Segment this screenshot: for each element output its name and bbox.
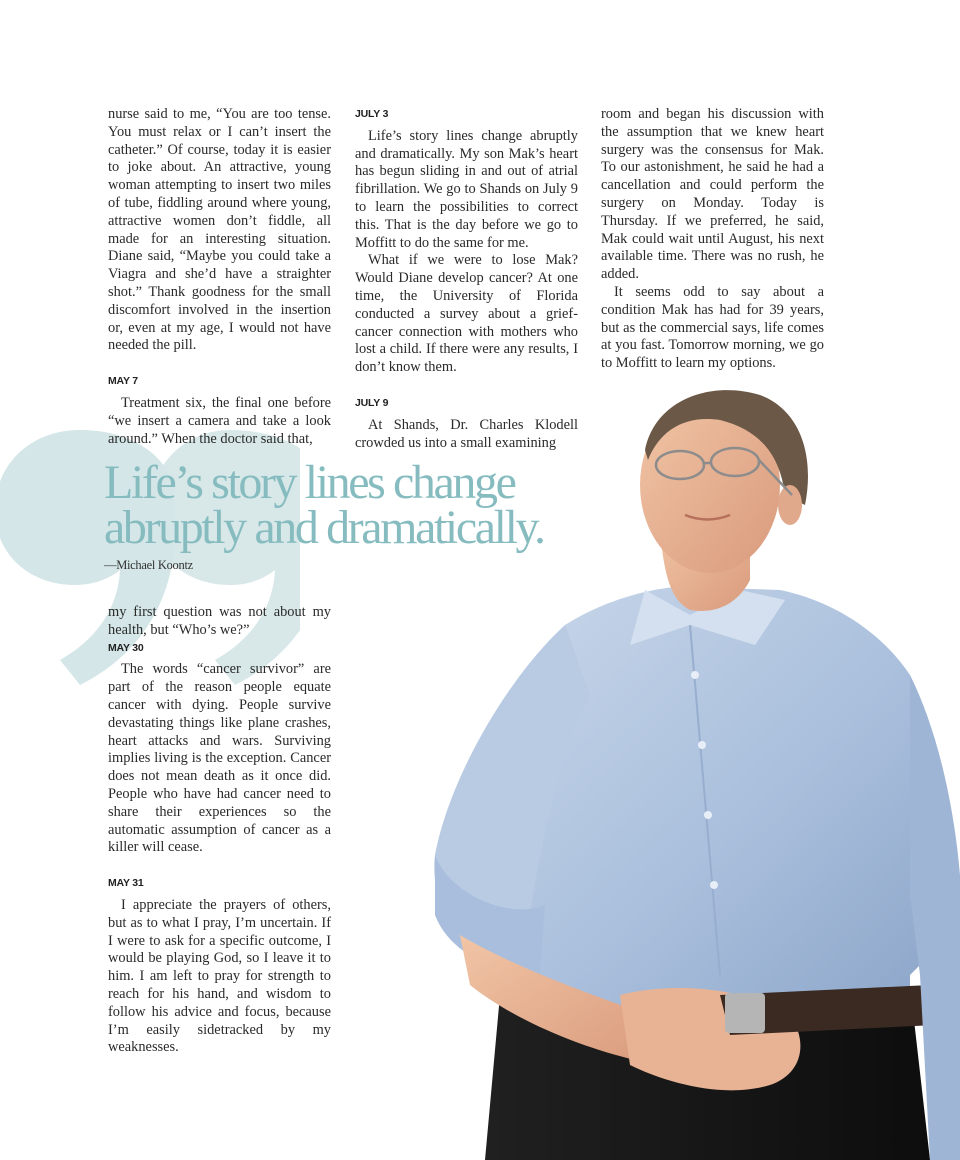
entry-date: JULY 3 (355, 108, 389, 120)
body-paragraph: nurse said to me, “You are too tense. You must relax or I can’t insert the catheter.” Of course, today it is easier to joke about. An attractive, young woman attempting to insert two miles of tube, fiddling around where young, attractive women don’t fiddle, all made for an interesting situation. Diane said, “Maybe you could take a Viagra and she’d have a straighter shot.” Thank goodness for the small discomfort involved in the insertion or, even at my age, I would not have needed the pill. (108, 106, 331, 354)
body-paragraph: I appreciate the prayers of others, but as to what I pray, I’m uncertain. If I were to ask for a specific outcome, I would be playing God, so I leave it to him. I am left to pray for strength to reach for his hand, and wisdom to follow his advice and focus, because I’m easily sidetracked by my weaknesses. (108, 896, 331, 1056)
body-paragraph: What if we were to lose Mak? Would Diane develop cancer? At one time, the University of Florida conducted a survey about a grief-cancer connection with mothers who lost a child. If there were any results, I don’t know them. (355, 252, 578, 376)
entry-date: JULY 9 (355, 396, 389, 409)
article-column-1 (108, 106, 331, 448)
body-paragraph: The words “cancer survivor” are part of the reason people equate cancer with dying. People survive devastating things like plane crashes, heart attacks and wars. Surviving implies living is the exception. Cancer does not mean death as it once did. People who have had cancer need to share their experiences so the automatic assumption of cancer as a killer will cease. (108, 661, 331, 856)
article-column-3 (601, 106, 824, 373)
body-paragraph: At Shands, Dr. Charles Klodell crowded us into a small examining (355, 416, 578, 451)
pull-quote-attribution: —Michael Koontz (104, 558, 193, 572)
body-paragraph: Life’s story lines change abruptly and dramatically. My son Mak’s heart has begun sliding in and out of atrial fibrillation. We go to Shands on July 9 to learn the possibilities to correct this. That is the day before we go to Moffitt to do the same for me. (355, 127, 578, 251)
man-portrait-photo (390, 375, 960, 1160)
body-paragraph: room and began his discussion with the assumption that we knew heart surgery was the consensus for Mak. To our astonishment, he said he had a cancellation and could perform the surgery on Monday. Today is Thursday. If we preferred, he said, Mak could wait until August, his next available time. There was no rush, he added. (601, 106, 824, 283)
pull-quote-line: abruptly and dramatically. (104, 501, 544, 554)
pull-quote-line: Life’s story lines change (104, 456, 515, 509)
entry-date: MAY 7 (108, 375, 138, 388)
body-paragraph: my first question was not about my health, but “Who’s we?” (108, 604, 331, 638)
article-column-4 (108, 604, 331, 1057)
body-paragraph: Treatment six, the final one before “we insert a camera and take a look around.” When the doctor said that, (108, 394, 331, 447)
entry-date: MAY 30 (108, 641, 144, 654)
body-paragraph: It seems odd to say about a condition Mak has had for 39 years, but as the commercial says, life comes at you fast. Tomorrow morning, we go to Moffitt to learn my options. (601, 283, 824, 372)
entry-date: MAY 31 (108, 877, 144, 890)
